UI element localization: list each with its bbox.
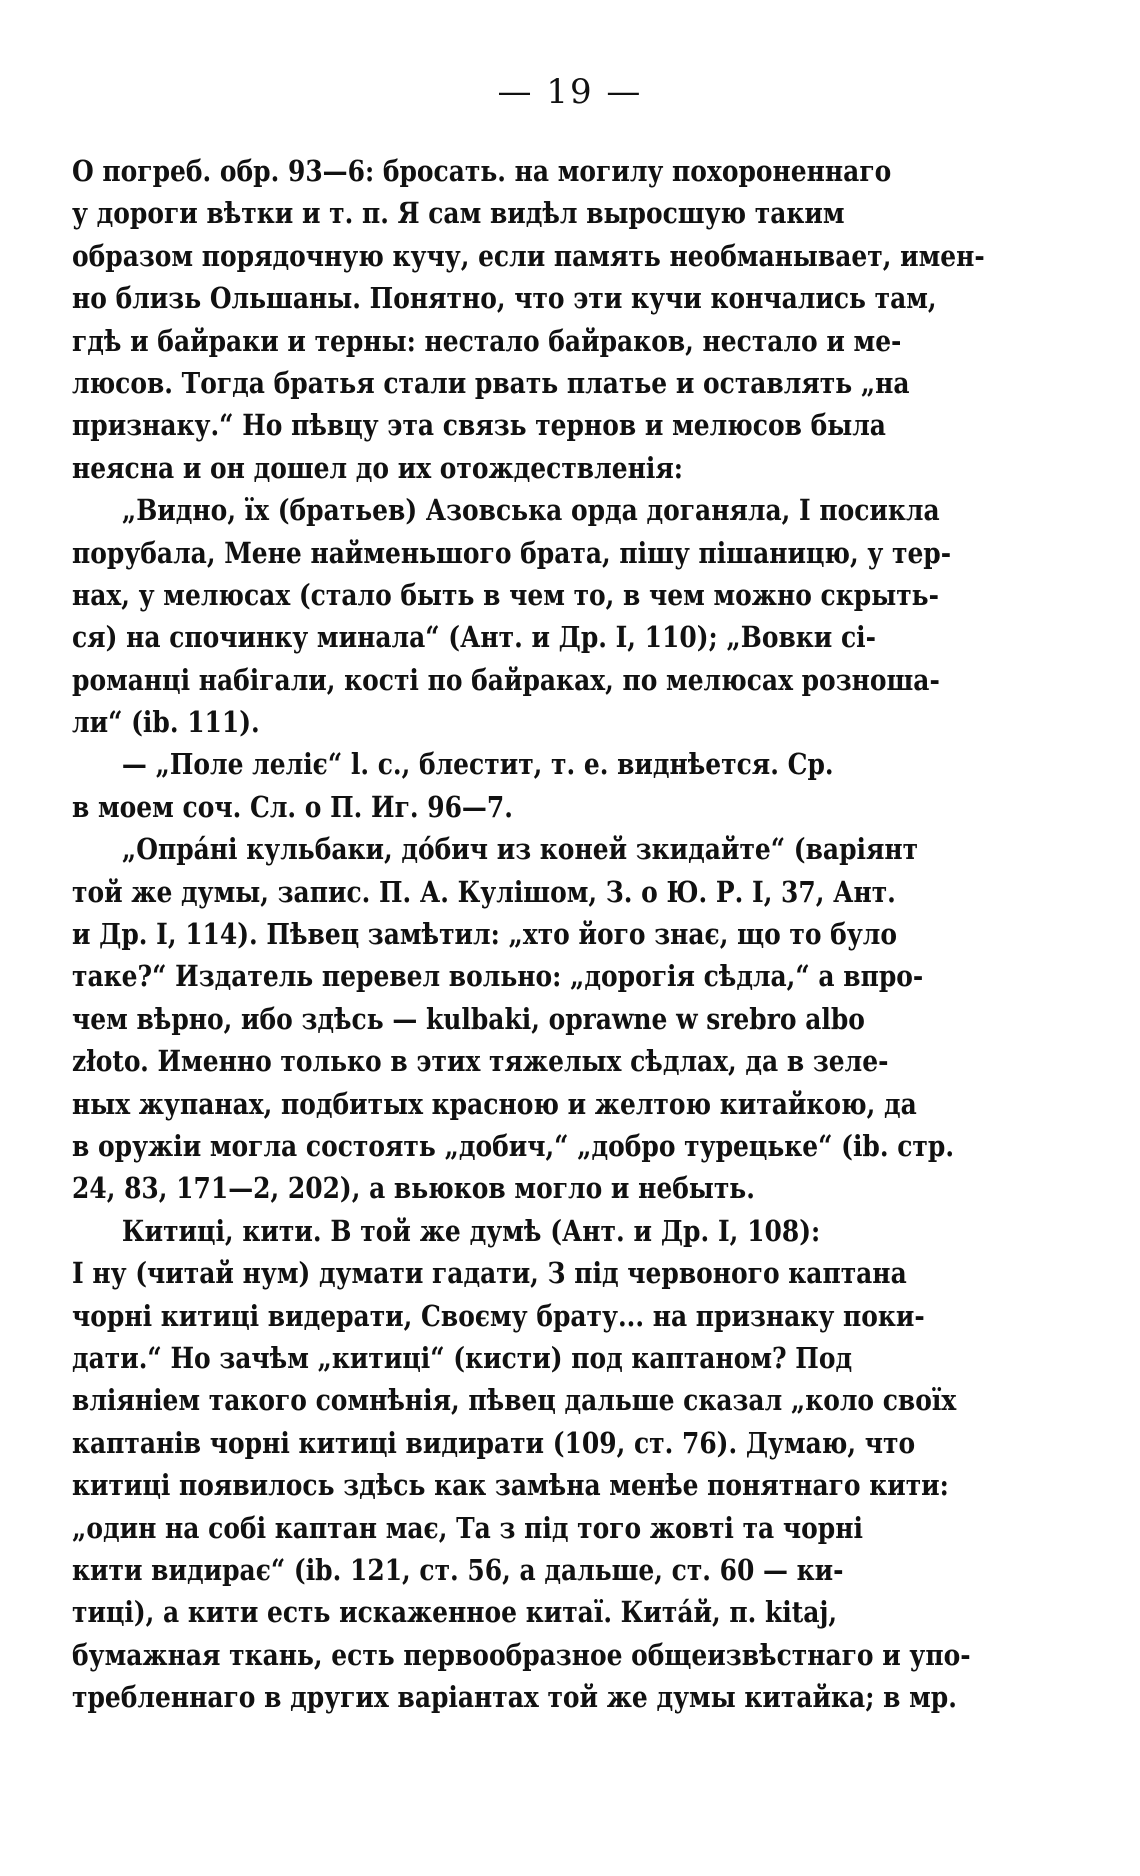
text-line: но близь Ольшаны. Понятно, что эти кучи кончались там, <box>72 281 937 316</box>
text-line: гдѣ и байраки и терны: нестало байраков, нестало и ме- <box>72 323 902 358</box>
text-line: ных жупанах, подбитых красною и желтою китайкою, да <box>72 1086 917 1121</box>
text-line: дати.“ Но зачѣм „китиці“ (кисти) под каптаном? Под <box>72 1340 853 1375</box>
text-line: 24, 83, 171—2, 202), а вьюков могло и небыть. <box>72 1171 755 1206</box>
text-line: образом порядочную кучу, если память необманывает, имен- <box>72 238 985 273</box>
text-line: и Др. І, 114). Пѣвец замѣтил: „хто його знає, що то було <box>72 917 898 952</box>
text-line: „Опрáні кульбаки, дóбич из коней зкидайте“ (варіянт <box>121 832 919 867</box>
text-line: китиці появилось здѣсь как замѣна менѣе понятнаго кити: <box>72 1468 949 1503</box>
text-line: в оружіи могла состоять „добич,“ „добро турецьке“ (ib. стр. <box>72 1128 954 1163</box>
text-line: люсов. Тогда братья стали рвать платье и оставлять „на <box>72 365 910 400</box>
text-line: бумажная ткань, есть первообразное общеизвѣстнаго и упо- <box>72 1637 971 1672</box>
text-line: „один на собі каптан має, Та з під того жовті та чорні <box>72 1510 863 1545</box>
text-line: І ну (читай нум) думати гадати, З під червоного каптана <box>72 1256 907 1291</box>
text-line: тиці), а кити есть искаженное китаї. Китáй, п. kitaj, <box>72 1595 838 1630</box>
text-line: ли“ (ib. 111). <box>72 705 260 740</box>
text-line: вліяніем такого сомнѣнія, пѣвец дальше сказал „коло своїх <box>72 1383 957 1418</box>
text-line: чорні китиці видерати, Своєму брату... на признаку поки- <box>72 1298 925 1333</box>
text-line: чем вѣрно, ибо здѣсь — kulbaki, oprawne w srebro albo <box>72 1001 865 1036</box>
text-line: złoto. Именно только в этих тяжелых сѣдлах, да в зеле- <box>72 1044 889 1079</box>
text-line: нах, у мелюсах (стало быть в чем то, в чем можно скрыть- <box>72 577 939 612</box>
text-line: в моем соч. Сл. о П. Иг. 96—7. <box>72 789 513 824</box>
text-line: требленнаго в других варіантах той же думы китайка; в мр. <box>72 1680 957 1715</box>
text-line: О погреб. обр. 93—6: бросать. на могилу похороненнаго <box>72 154 892 188</box>
text-line: у дороги вѣтки и т. п. Я сам видѣл выросшую таким <box>72 196 845 231</box>
text-line: порубала, Мене найменьшого брата, пішу пішаницю, у тер- <box>72 535 952 570</box>
text-line: „Видно, їх (братьев) Азовська орда доганяла, І посикла <box>121 493 940 528</box>
text-line: неясна и он дошел до их отождествленія: <box>72 450 683 485</box>
text-line: каптанів чорні китиці видирати (109, ст. 76). Думаю, что <box>72 1425 916 1460</box>
text-line: Китиці, кити. В той же думѣ (Ант. и Др. І, 108): <box>121 1213 821 1248</box>
text-line: ся) на спочинку минала“ (Ант. и Др. І, 110); „Вовки сі- <box>72 620 877 655</box>
text-line: таке?“ Издатель перевел вольно: „дорогія сѣдла,“ а впро- <box>72 959 924 994</box>
text-line: — „Поле леліє“ l. c., блестит, т. е. виднѣется. Ср. <box>121 747 834 782</box>
text-line: кити видирає“ (ib. 121, ст. 56, а дальше, ст. 60 — ки- <box>72 1552 844 1587</box>
text-line: той же думы, запис. П. А. Кулішом, З. о Ю. Р. І, 37, Ант. <box>72 874 896 909</box>
text-line: романці набігали, кості по байраках, по мелюсах розноша- <box>72 662 940 697</box>
text-line: признаку.“ Но пѣвцу эта связь тернов и мелюсов была <box>72 408 886 443</box>
body-text <box>72 150 985 1718</box>
page-number: — 19 — <box>497 72 643 112</box>
